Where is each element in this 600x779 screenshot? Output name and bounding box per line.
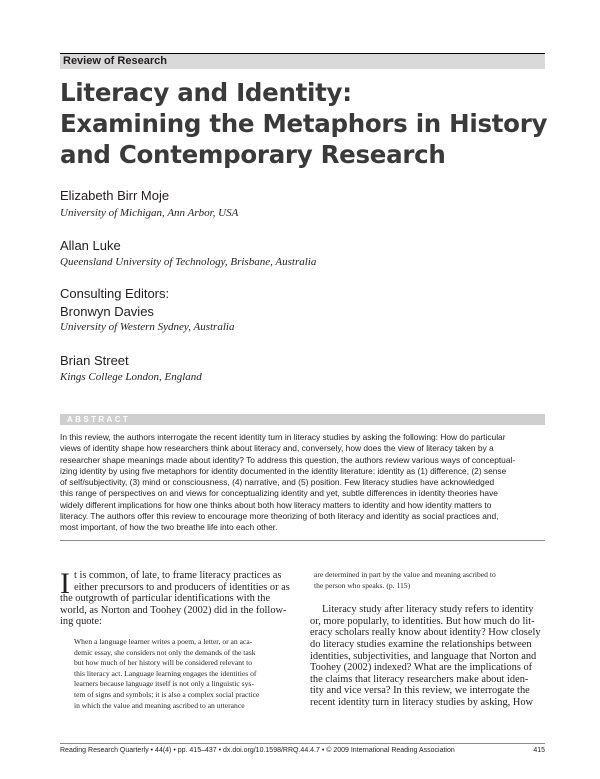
body-line: the outgrowth of particular identifications with the [60,593,271,605]
footer-citation: Reading Research Quarterly • 44(4) • pp. 415–437 • dx.doi.org/10.1598/RRQ.44.4.7 • © 2009 International Reading Association [60,747,455,754]
body-line: do literacy studies examine the relationships between [310,638,532,650]
editor-affiliation: University of Western Sydney, Australia [60,321,235,333]
quote-line: this literacy act. Language learning engages the identities of [74,668,257,678]
article-title [60,77,560,170]
abstract-line: this range of perspectives on and views for conceptualizing identity and yet, subtle differences in identity theories have [60,488,498,499]
body-line: ing quote: [60,616,102,628]
author-affiliation: University of Michigan, Ann Arbor, USA [60,207,239,219]
abstract-line: literacy. The authors offer this review to encourage more theorizing of both literacy and identity as social practices and, [60,511,499,522]
body-paragraph [310,604,546,708]
editor-affiliation: Kings College London, England [60,371,202,383]
section-label: Review of Research [63,55,167,67]
body-line: identities, subjectivities, and language that Norton and [310,650,537,662]
opening-paragraph [60,570,296,593]
consulting-editors-label: Consulting Editors: [60,286,170,301]
body-line: Literacy study after literacy study refers to identity [322,604,534,616]
abstract-line: of self/subjectivity, (3) mind or consciousness, (4) narrative, and (5) position. Few literacy studies have acknowledged [60,477,495,488]
drop-cap: I [60,567,70,600]
body-line: Toohey (2002) indexed? What are the implications of [310,662,533,674]
quote-line: demic essay, she considers not only the demands of the task [74,647,256,657]
quote-line: tem of signs and symbols; it is also a complex social practice [74,689,260,699]
abstract-line: most important, of how the two breathe life into each other. [60,522,278,533]
page-number: 415 [533,747,545,754]
quote-line: When a language learner writes a poem, a letter, or an aca- [74,636,253,646]
title-line: Literacy and Identity: [60,78,352,107]
body-line: either precursors to and producers of identities or as [74,581,290,593]
abstract-line: researcher shape meanings made about identity? To address this question, the authors review various ways of conceptual- [60,454,516,465]
body-column-right [310,570,546,709]
body-line: recent identity turn in literacy studies by asking, How [310,696,534,708]
body-line: tity and vice versa? In this review, we interrogate the [310,685,530,697]
abstract-header-bar [60,414,545,425]
abstract-line: widely different implications for how one thinks about both how literacy matters to identity and how identity matters to [60,499,492,510]
author-affiliation: Queensland University of Technology, Brisbane, Australia [60,256,317,268]
body-line: world, as Norton and Toohey (2002) did in the follow- [60,604,287,616]
block-quote-continued [310,570,546,591]
page-footer [60,747,545,754]
body-column-left [60,567,296,711]
editor-name: Bronwyn Davies [60,304,154,319]
body-line: t is common, of late, to frame literacy practices as [74,570,282,581]
title-line: Examining the Metaphors in History [60,109,548,138]
footer-divider [60,743,545,744]
abstract-text [60,432,545,534]
author-name: Elizabeth Birr Moje [60,188,170,203]
abstract-label: ABSTRACT [67,415,131,424]
block-quote [60,637,296,711]
body-line: the claims that literacy researchers make about iden- [310,673,529,685]
quote-line: in which the value and meaning ascribed to an utterance [74,700,245,710]
abstract-line: izing identity by using five metaphors for identity documented in the identity literature: identity as (1) difference, (2) sense [60,465,507,476]
opening-paragraph-cont [60,593,296,628]
abstract-line: In this review, the authors interrogate the recent identity turn in literacy studies by asking the following: How do particular [60,432,506,442]
body-line: or, more popularly, to identities. But how much do lit- [310,615,535,627]
abstract-line: views of identity shape how researchers think about literacy and, conversely, how does the view of literacy taken by a [60,443,494,454]
abstract-divider [60,540,545,541]
author-name: Allan Luke [60,238,121,253]
quote-line: the person who speaks. (p. 115) [314,580,411,590]
title-line: and Contemporary Research [60,140,446,169]
body-line: eracy scholars really know about identity? How closely [310,627,541,639]
editor-name: Brian Street [60,353,129,368]
section-header-bar [60,53,545,69]
quote-line: learners because language itself is not only a linguistic sys- [74,679,254,689]
quote-line: are determined in part by the value and meaning ascribed to [314,570,496,579]
quote-line: but how much of her history will be considered relevant to [74,658,252,668]
